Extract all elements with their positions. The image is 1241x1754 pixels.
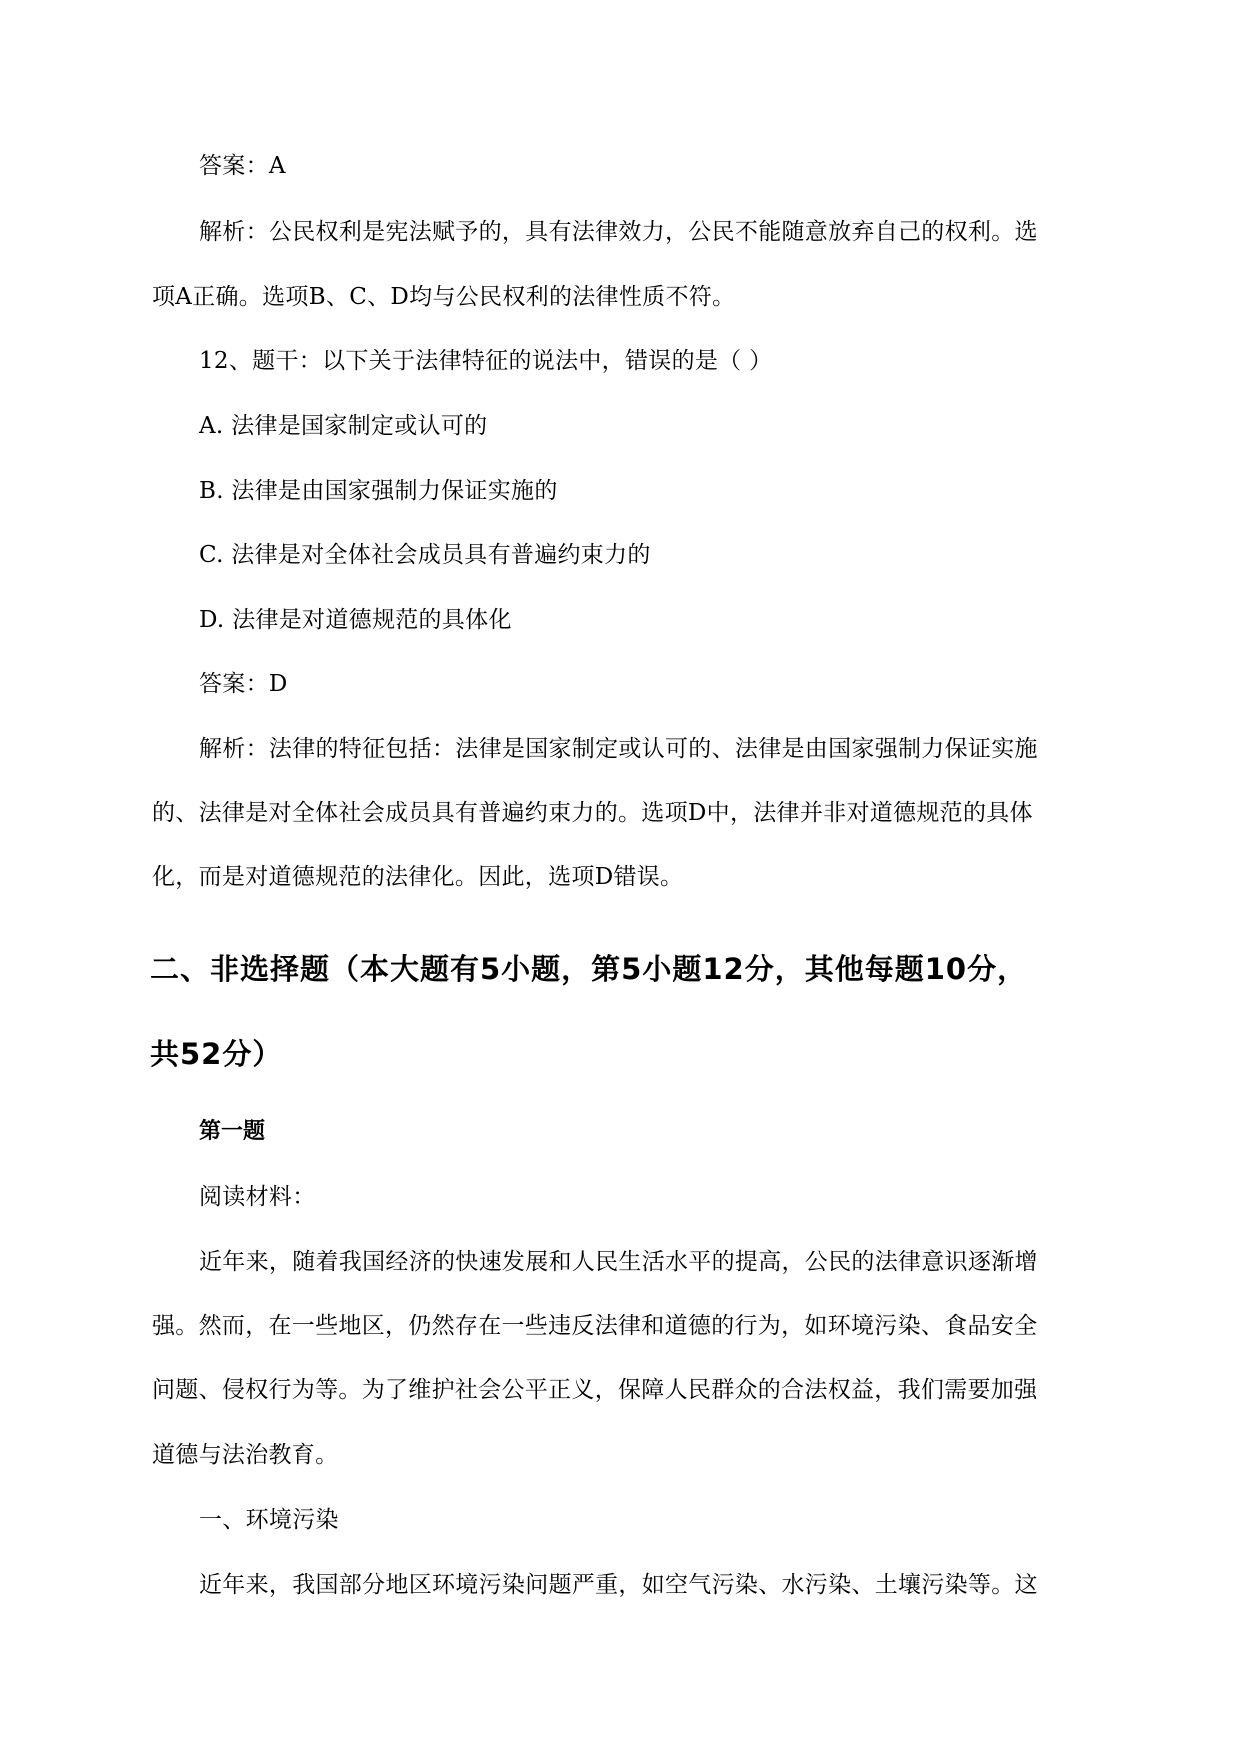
material-para-1-line-1: 近年来，随着我国经济的快速发展和人民生活水平的提高，公民的法律意识逐渐增	[199, 1249, 1038, 1275]
q12-option-d: D. 法律是对道德规范的具体化	[199, 607, 512, 633]
section-heading-line-1: 二、非选择题（本大题有5小题，第5小题12分，其他每题10分，	[150, 952, 1028, 986]
material-para-1-line-3: 问题、侵权行为等。为了维护社会公平正义，保障人民群众的合法权益，我们需要加强	[152, 1377, 1038, 1403]
subsection-environment-title: 一、环境污染	[199, 1507, 339, 1533]
material-para-1-line-4: 道德与法治教育。	[152, 1442, 339, 1468]
q12-option-a: A. 法律是国家制定或认可的	[199, 413, 488, 439]
q12-option-b: B. 法律是由国家强制力保证实施的	[199, 478, 558, 504]
q11-analysis-line-2: 项A正确。选项B、C、D均与公民权利的法律性质不符。	[152, 284, 736, 310]
material-para-1-line-2: 强。然而，在一些地区，仍然存在一些违反法律和道德的行为，如环境污染、食品安全	[152, 1313, 1038, 1339]
material-label: 阅读材料：	[199, 1184, 316, 1210]
q12-stem: 12、题干：以下关于法律特征的说法中，错误的是（ ）	[199, 348, 773, 374]
q12-answer: 答案：D	[199, 671, 288, 697]
q12-analysis-line-2: 的、法律是对全体社会成员具有普遍约束力的。选项D中，法律并非对道德规范的具体	[152, 800, 1033, 826]
q11-answer: 答案：A	[199, 153, 286, 179]
q11-analysis-line-1: 解析：公民权利是宪法赋予的，具有法律效力，公民不能随意放弃自己的权利。选	[199, 219, 1038, 245]
section-heading-line-2: 共52分）	[150, 1037, 283, 1071]
question-1-title: 第一题	[199, 1119, 266, 1144]
q12-option-c: C. 法律是对全体社会成员具有普遍约束力的	[199, 542, 651, 568]
q12-analysis-line-3: 化，而是对道德规范的法律化。因此，选项D错误。	[152, 864, 684, 890]
material-para-2-line-1: 近年来，我国部分地区环境污染问题严重，如空气污染、水污染、土壤污染等。这	[199, 1572, 1038, 1598]
q12-analysis-line-1: 解析：法律的特征包括：法律是国家制定或认可的、法律是由国家强制力保证实施	[199, 736, 1038, 762]
